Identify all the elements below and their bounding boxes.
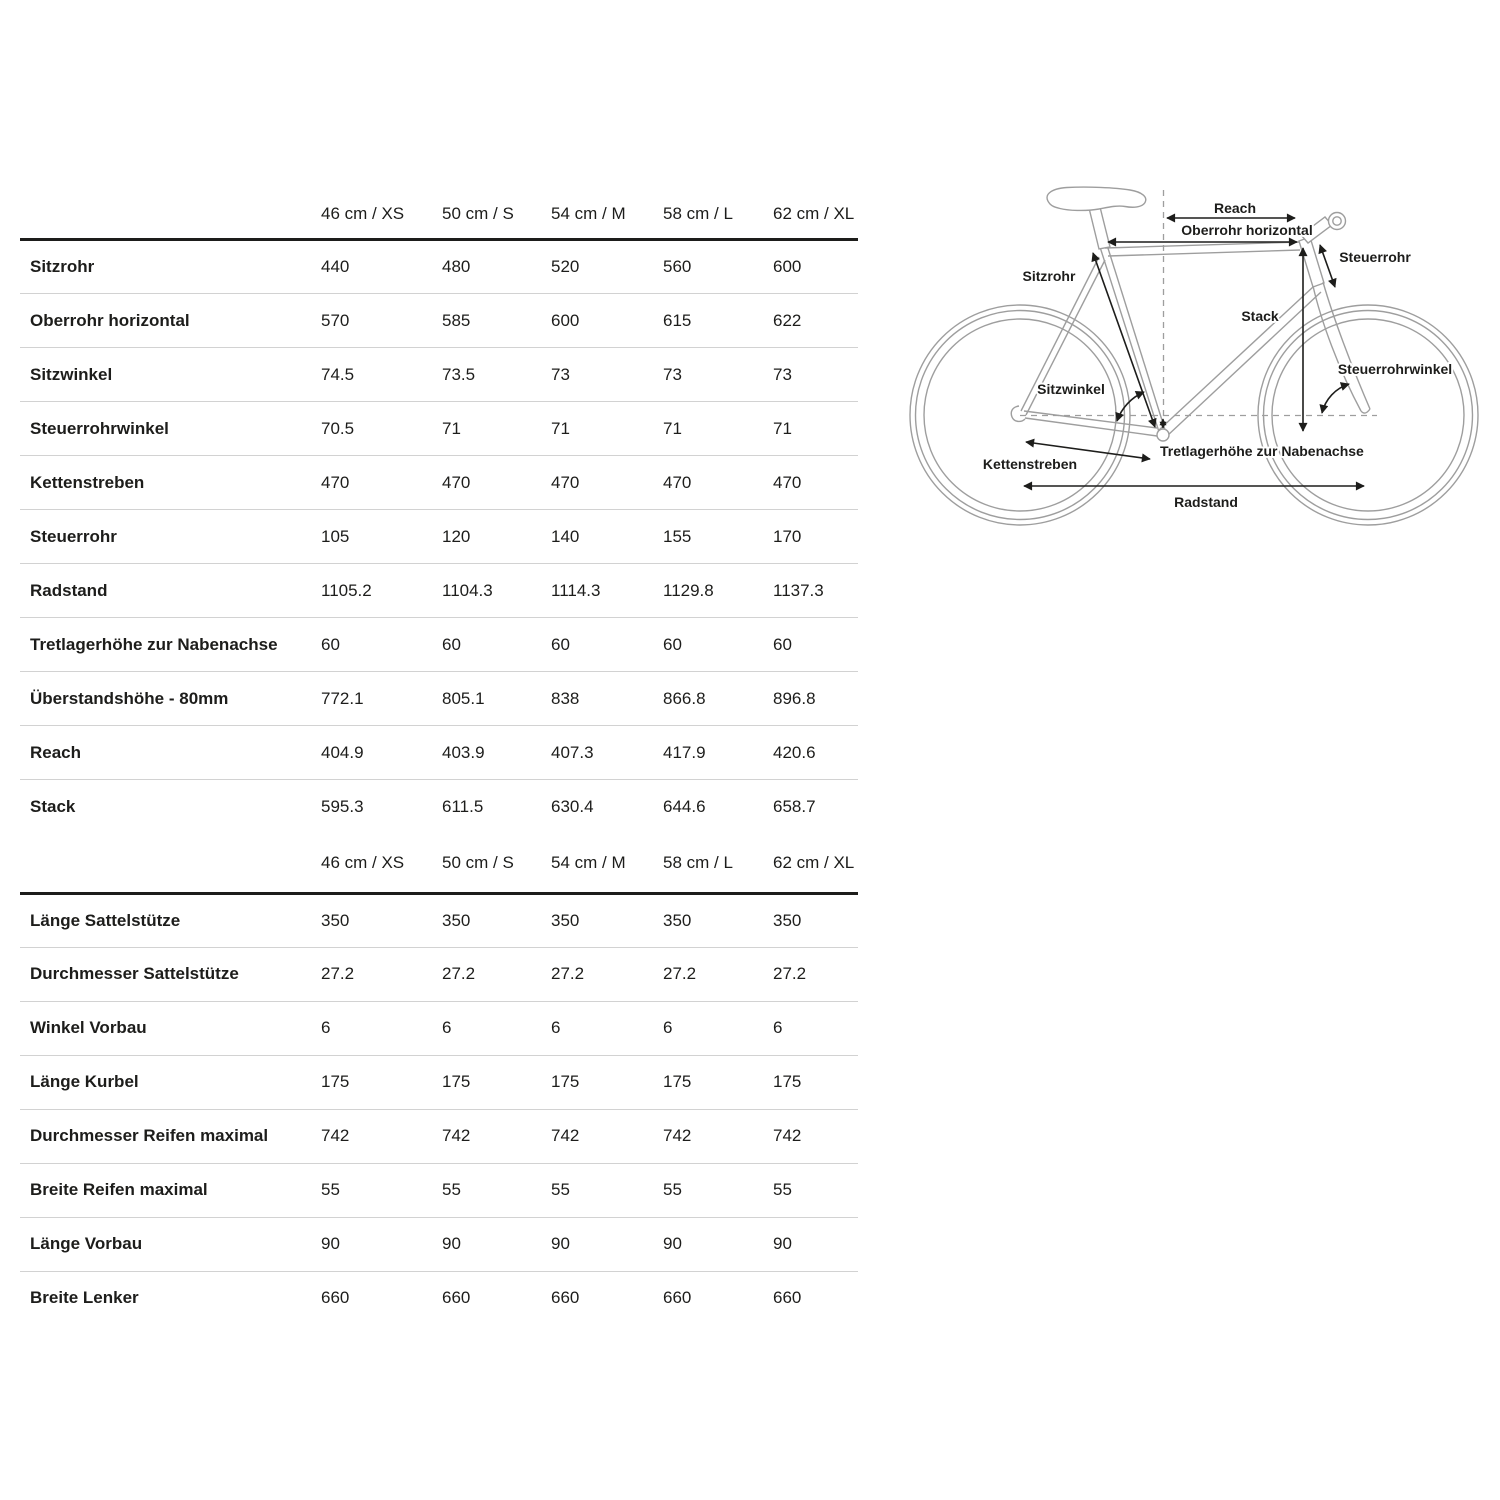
geometry-value: 175 — [551, 1072, 580, 1091]
geometry-value: 417.9 — [663, 742, 706, 762]
row-label: Steuerrohrwinkel — [30, 418, 169, 438]
geometry-value: 660 — [773, 1288, 802, 1308]
geometry-value: 520 — [551, 257, 580, 276]
size-column-header: 54 cm / M — [551, 190, 663, 240]
sitzwinkel-label: Sitzwinkel — [1037, 381, 1105, 397]
saddle — [1047, 187, 1146, 210]
geometry-value: 27.2 — [442, 964, 476, 983]
geometry-value: 27.2 — [773, 964, 807, 983]
geometry-value: 440 — [321, 257, 350, 276]
geometry-value: 120 — [442, 526, 471, 546]
geometry-value: 600 — [551, 310, 580, 330]
size-column-header: 58 cm / L — [663, 190, 773, 240]
geometry-row — [20, 672, 858, 726]
row-label: Oberrohr horizontal — [30, 310, 190, 330]
geometry-row — [20, 1055, 858, 1109]
geometry-value: 74.5 — [321, 364, 355, 384]
geometry-value: 70.5 — [321, 418, 355, 438]
tretlagerhoehe-label: Tretlagerhöhe zur Nabenachse — [1160, 443, 1364, 459]
geometry-value: 105 — [321, 526, 350, 546]
row-label: Durchmesser Reifen maximal — [30, 1126, 269, 1145]
geometry-value: 742 — [551, 1126, 580, 1145]
geometry-value: 560 — [663, 257, 692, 276]
size-column-header: 46 cm / XS — [321, 190, 442, 240]
row-label: Reach — [30, 742, 82, 762]
geometry-value: 742 — [442, 1126, 471, 1145]
geometry-value: 90 — [773, 1234, 792, 1253]
row-label: Länge Vorbau — [30, 1234, 143, 1253]
row-label: Radstand — [30, 580, 108, 600]
corner-cell — [20, 190, 321, 240]
geometry-value: 175 — [773, 1072, 802, 1091]
frame-geometry-table — [20, 190, 858, 834]
geometry-value: 55 — [773, 1180, 792, 1199]
geometry-row — [20, 780, 858, 834]
row-label: Breite Lenker — [30, 1288, 139, 1308]
component-geometry-table — [20, 834, 858, 1326]
geometry-row — [20, 618, 858, 672]
geometry-value: 140 — [551, 526, 580, 546]
geometry-value: 1114.3 — [551, 580, 601, 600]
geometry-value: 6 — [551, 1018, 561, 1037]
row-label: Winkel Vorbau — [30, 1018, 147, 1037]
geometry-value: 470 — [663, 472, 692, 492]
geometry-value: 73 — [663, 364, 682, 384]
geometry-value: 73.5 — [442, 364, 476, 384]
front-wheel — [1258, 305, 1478, 525]
row-label: Überstandshöhe - 80mm — [30, 688, 229, 708]
geometry-value: 660 — [551, 1288, 580, 1308]
sitzrohr-label: Sitzrohr — [1022, 268, 1076, 284]
geometry-value: 27.2 — [663, 964, 697, 983]
geometry-value: 27.2 — [551, 964, 585, 983]
geometry-value: 90 — [442, 1234, 461, 1253]
geometry-value: 660 — [663, 1288, 692, 1308]
row-label: Länge Sattelstütze — [30, 910, 181, 930]
geometry-value: 350 — [551, 910, 580, 930]
row-label: Steuerrohr — [30, 526, 117, 546]
size-column-header: 62 cm / XL — [773, 834, 858, 894]
geometry-value: 350 — [663, 910, 692, 930]
geometry-row — [20, 294, 858, 348]
steuerrohr-label: Steuerrohr — [1339, 249, 1411, 265]
oberrohr-label: Oberrohr horizontal — [1181, 222, 1313, 238]
geometry-value: 660 — [442, 1288, 471, 1308]
geometry-value: 170 — [773, 526, 802, 546]
reach-label: Reach — [1213, 200, 1257, 216]
geometry-value: 470 — [442, 472, 471, 492]
size-column-header: 58 cm / L — [663, 834, 773, 894]
bottom-bracket — [1157, 429, 1169, 441]
geometry-row — [20, 564, 858, 618]
geometry-value: 660 — [321, 1288, 350, 1308]
geometry-value: 6 — [773, 1018, 783, 1037]
geometry-row — [20, 240, 858, 294]
geometry-value: 60 — [663, 634, 682, 654]
geometry-value: 27.2 — [321, 964, 355, 983]
geometry-value: 1104.3 — [442, 580, 493, 600]
corner-cell — [20, 834, 321, 894]
row-label: Kettenstreben — [30, 472, 145, 492]
geometry-row — [20, 947, 858, 1001]
geometry-value: 407.3 — [551, 742, 594, 762]
steuerrohrwinkel-arc — [1322, 384, 1349, 413]
geometry-value: 570 — [321, 310, 350, 330]
geometry-row — [20, 893, 858, 947]
geometry-row — [20, 1163, 858, 1217]
geometry-value: 470 — [773, 472, 802, 492]
geometry-value: 60 — [773, 634, 792, 654]
geometry-row — [20, 1001, 858, 1055]
geometry-value: 6 — [442, 1018, 452, 1037]
geometry-value: 350 — [321, 910, 350, 930]
geometry-row — [20, 1109, 858, 1163]
geometry-value: 155 — [663, 526, 692, 546]
size-header-row — [20, 190, 858, 240]
row-label: Sitzrohr — [30, 257, 95, 276]
geometry-value: 71 — [442, 418, 461, 438]
row-label: Breite Reifen maximal — [30, 1180, 208, 1199]
geometry-value: 6 — [321, 1018, 331, 1037]
geometry-value: 585 — [442, 310, 471, 330]
geometry-value: 658.7 — [773, 796, 816, 816]
geometry-value: 742 — [321, 1126, 350, 1145]
geometry-value: 60 — [442, 634, 461, 654]
geometry-value: 55 — [663, 1180, 682, 1199]
geometry-value: 175 — [442, 1072, 471, 1091]
geometry-value: 60 — [321, 634, 340, 654]
geometry-value: 60 — [551, 634, 570, 654]
size-column-header: 54 cm / M — [551, 834, 663, 894]
size-column-header: 50 cm / S — [442, 190, 551, 240]
geometry-value: 1105.2 — [321, 580, 372, 600]
row-label: Sitzwinkel — [30, 364, 113, 384]
geometry-row — [20, 402, 858, 456]
diagram-labels — [983, 200, 1452, 510]
geometry-value: 403.9 — [442, 742, 485, 762]
kettenstreben-label: Kettenstreben — [982, 456, 1078, 472]
geometry-value: 71 — [663, 418, 682, 438]
geometry-value: 55 — [321, 1180, 340, 1199]
geometry-value: 55 — [551, 1180, 570, 1199]
geometry-value: 350 — [442, 910, 471, 930]
geometry-value: 742 — [773, 1126, 802, 1145]
geometry-value: 73 — [773, 364, 792, 384]
geometry-row — [20, 1271, 858, 1325]
geometry-value: 611.5 — [442, 796, 484, 816]
geometry-value: 350 — [773, 910, 802, 930]
geometry-value: 175 — [321, 1072, 350, 1091]
handlebar — [1329, 213, 1346, 230]
bike-geometry-diagram — [893, 163, 1493, 565]
geometry-value: 622 — [773, 310, 802, 330]
geometry-value: 838 — [551, 688, 580, 708]
row-label: Länge Kurbel — [30, 1072, 139, 1091]
geometry-value: 470 — [321, 472, 350, 492]
geometry-row — [20, 456, 858, 510]
geometry-value: 55 — [442, 1180, 461, 1199]
radstand-label: Radstand — [1174, 494, 1238, 510]
geometry-value: 420.6 — [773, 742, 816, 762]
row-label: Stack — [30, 796, 76, 816]
row-label: Durchmesser Sattelstütze — [30, 964, 239, 983]
geometry-row — [20, 348, 858, 402]
geometry-value: 470 — [551, 472, 580, 492]
size-column-header: 46 cm / XS — [321, 834, 442, 894]
geometry-value: 90 — [321, 1234, 340, 1253]
geometry-value: 595.3 — [321, 796, 364, 816]
row-label: Tretlagerhöhe zur Nabenachse — [30, 634, 278, 654]
geometry-value: 71 — [773, 418, 792, 438]
geometry-row — [20, 510, 858, 564]
geometry-value: 896.8 — [773, 688, 816, 708]
geometry-value: 866.8 — [663, 688, 706, 708]
geometry-tables — [20, 190, 858, 1325]
geometry-value: 615 — [663, 310, 692, 330]
size-column-header: 50 cm / S — [442, 834, 551, 894]
seatpost — [1089, 207, 1110, 249]
geometry-value: 644.6 — [663, 796, 706, 816]
size-header-row — [20, 834, 858, 894]
steuerrohrwinkel-label: Steuerrohrwinkel — [1337, 361, 1453, 377]
geometry-value: 742 — [663, 1126, 692, 1145]
geometry-value: 404.9 — [321, 742, 364, 762]
geometry-value: 90 — [663, 1234, 682, 1253]
bike-diagram-svg — [893, 163, 1493, 565]
geometry-value: 600 — [773, 257, 802, 276]
geometry-value: 6 — [663, 1018, 673, 1037]
geometry-value: 772.1 — [321, 688, 364, 708]
geometry-value: 1137.3 — [773, 580, 824, 600]
geometry-row — [20, 1217, 858, 1271]
geometry-value: 480 — [442, 257, 471, 276]
geometry-value: 71 — [551, 418, 570, 438]
size-column-header: 62 cm / XL — [773, 190, 858, 240]
geometry-value: 90 — [551, 1234, 570, 1253]
stack-label: Stack — [1241, 308, 1279, 324]
geometry-value: 175 — [663, 1072, 692, 1091]
geometry-value: 73 — [551, 364, 570, 384]
geometry-row — [20, 726, 858, 780]
geometry-value: 630.4 — [551, 796, 594, 816]
geometry-value: 805.1 — [442, 688, 485, 708]
geometry-value: 1129.8 — [663, 580, 714, 600]
